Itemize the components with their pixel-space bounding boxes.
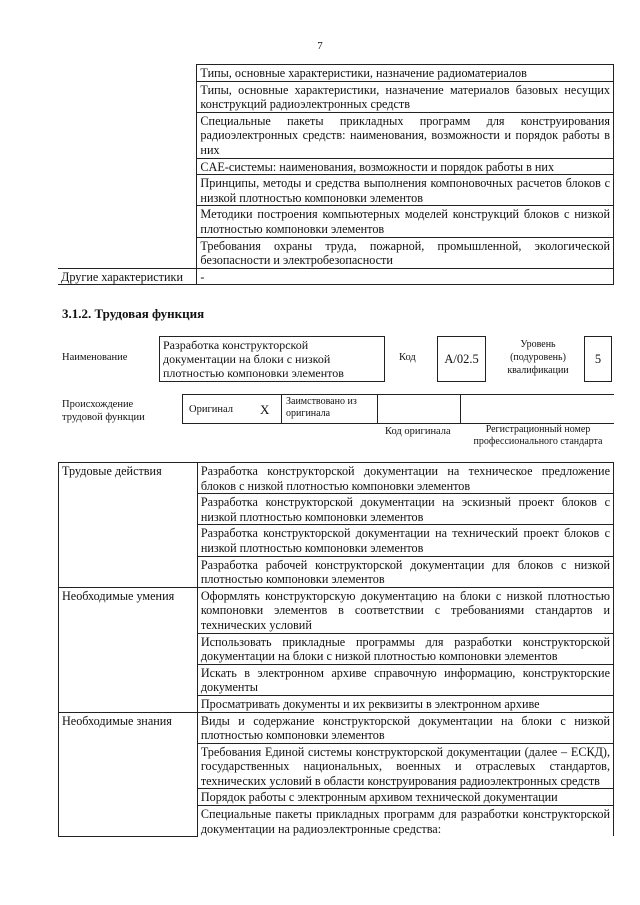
table-cell: Специальные пакеты прикладных программ для конструирования радиоэлектронных средств: наименования, возможности и порядок работы в них xyxy=(197,112,614,158)
code-value-box: A/02.5 xyxy=(437,336,486,382)
divider xyxy=(377,394,378,424)
row-label xyxy=(58,65,197,269)
table-cell: CAE-системы: наименования, возможности и порядок работы в них xyxy=(197,158,614,175)
name-label: Наименование xyxy=(62,352,128,363)
top-table xyxy=(58,64,614,285)
table-cell: Методики построения компьютерных моделей конструкций блоков с низкой плотностью компоновки элементов xyxy=(197,206,614,237)
group-label: Необходимые умения xyxy=(59,587,198,712)
divider xyxy=(281,394,282,424)
original-mark: X xyxy=(260,402,270,417)
reg-number-label: Регистрационный номер профессионального стандарта xyxy=(473,424,603,447)
main-table xyxy=(58,462,614,837)
section-heading: 3.1.2. Трудовая функция xyxy=(62,306,205,321)
function-name-box: Разработка конструкторской документации на блоки с низкой плотностью компоновки элементов xyxy=(159,336,385,382)
table-cell: Типы, основные характеристики, назначение материалов базовых несущих конструкций радиоэлектронных средств xyxy=(197,81,614,112)
table-cell: Разработка конструкторской документации на эскизный проект блоков с низкой плотностью компоновки элементов xyxy=(197,494,613,525)
origin-label: Происхождение трудовой функции xyxy=(62,399,145,423)
origin-box xyxy=(182,394,614,424)
table-row xyxy=(59,587,614,633)
table-cell: Требования охраны труда, пожарной, промышленной, экологической безопасности и электробезопасности xyxy=(197,237,614,268)
table-cell: Специальные пакеты прикладных программ для разработки конструкторской документации на радиоэлектронные средства: xyxy=(197,806,613,837)
table-row xyxy=(59,712,614,743)
table-cell: Требования Единой системы конструкторской документации (далее – ЕСКД), государственных национальных, военных и отраслевых стандартов, технических условий в области конструирования радиоэлектронных средств xyxy=(197,743,613,789)
table-row xyxy=(58,65,614,82)
group-label: Необходимые знания xyxy=(59,712,198,836)
row-label: Другие характеристики xyxy=(58,268,197,285)
group-label: Трудовые действия xyxy=(59,463,198,588)
divider xyxy=(460,394,461,424)
code-original-label: Код оригинала xyxy=(385,426,451,437)
table-cell: Разработка конструкторской документации на техническое предложение блоков с низкой плотностью компоновки элементов xyxy=(197,463,613,494)
table-row xyxy=(59,463,614,494)
original-label: Оригинал xyxy=(189,404,233,415)
table-cell: Разработка рабочей конструкторской документации для блоков с низкой плотностью компоновки элементов xyxy=(197,556,613,587)
table-cell: Порядок работы с электронным архивом технической документации xyxy=(197,789,613,806)
table-cell: Искать в электронном архиве справочную информацию, конструкторские документы xyxy=(197,664,613,695)
table-cell: Виды и содержание конструкторской документации на блоки с низкой плотностью компоновки элементов xyxy=(197,712,613,743)
page-number: 7 xyxy=(317,40,323,52)
table-cell: Оформлять конструкторскую документацию на блоки с низкой плотностью компоновки элементов в соответствии с требованиями стандартов и технических условий xyxy=(197,587,613,633)
table-cell: Типы, основные характеристики, назначение радиоматериалов xyxy=(197,65,614,82)
table-cell: Использовать прикладные программы для разработки конструкторской документации на блоки с низкой плотностью компоновки элементов xyxy=(197,633,613,664)
code-label: Код xyxy=(399,352,416,363)
table-row xyxy=(58,268,614,285)
table-cell: Принципы, методы и средства выполнения компоновочных расчетов блоков с низкой плотностью компоновки элементов xyxy=(197,175,614,206)
borrowed-label: Заимствовано из оригинала xyxy=(286,396,357,419)
level-label: Уровень (подуровень) квалификации xyxy=(507,339,569,376)
table-cell: Разработка конструкторской документации на технический проект блоков с низкой плотностью компоновки элементов xyxy=(197,525,613,556)
level-value-box: 5 xyxy=(584,336,612,382)
table-cell: - xyxy=(197,268,614,285)
table-cell: Просматривать документы и их реквизиты в электронном архиве xyxy=(197,695,613,712)
